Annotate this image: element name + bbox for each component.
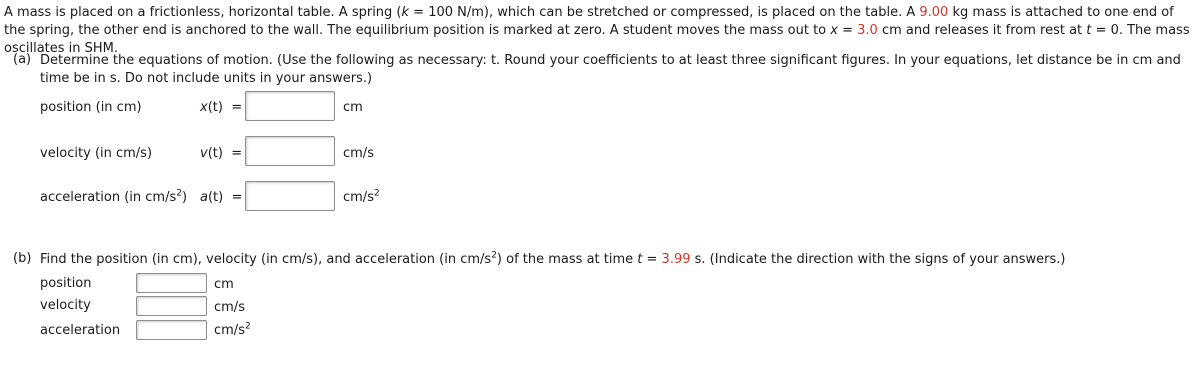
highlighted-value: 9.00 bbox=[919, 5, 949, 20]
position-unit: cm bbox=[343, 100, 363, 115]
acceleration-function-label: a(t) = bbox=[200, 190, 243, 205]
variable-symbol: t bbox=[1086, 23, 1092, 38]
position-function-label: x(t) = bbox=[200, 100, 243, 115]
velocity-equation-input[interactable] bbox=[245, 136, 335, 166]
problem-statement bbox=[4, 4, 1194, 58]
intro-text: = bbox=[837, 23, 858, 38]
intro-text: = 0. The mass oscillates in SHM. bbox=[4, 23, 1190, 56]
highlighted-value: 3.0 bbox=[857, 23, 878, 38]
intro-text: cm and releases it from rest at bbox=[877, 23, 1087, 38]
variable-symbol: k bbox=[401, 5, 410, 20]
b-position-unit: cm bbox=[214, 277, 234, 292]
position-label: position (in cm) bbox=[40, 100, 142, 115]
velocity-function-label: v(t) = bbox=[200, 146, 243, 161]
intro-text: kg mass is attached to one end of the spring, the other end is anchored to the wall. The equilibrium position is marked at zero. A student moves the mass out to bbox=[4, 5, 1174, 38]
position-equation-input[interactable] bbox=[245, 91, 335, 121]
b-acceleration-unit: $cm/s^2$ bbox=[214, 321, 251, 338]
intro-text: = 100 N/m), which can be stretched or compressed, is placed on the table. A bbox=[409, 5, 920, 20]
b-acceleration-label: acceleration bbox=[40, 323, 121, 338]
b-velocity-label: velocity bbox=[40, 298, 91, 313]
part-a-letter: (a) bbox=[13, 52, 32, 67]
b-position-label: position bbox=[40, 276, 92, 291]
b-velocity-unit: cm/s bbox=[214, 300, 245, 315]
intro-text: A mass is placed on a frictionless, horizontal table. A spring ( bbox=[4, 5, 402, 20]
variable-symbol: x bbox=[830, 23, 838, 38]
acceleration-label: acceleration (in $cm/s^2$) bbox=[40, 188, 188, 205]
time-value: 3.99 bbox=[661, 252, 691, 267]
velocity-unit: cm/s bbox=[343, 146, 374, 161]
acceleration-equation-input[interactable] bbox=[245, 181, 335, 211]
part-b-instructions: Find the position (in cm), velocity (in cm/s), and acceleration (in $cm/s^2$) of the mass at time t = 3.99 s. (Indicate the direction with the signs of your answers.) bbox=[40, 250, 1066, 267]
acceleration-unit: $cm/s^2$ bbox=[343, 188, 380, 205]
b-acceleration-input[interactable] bbox=[136, 320, 207, 340]
part-b-letter: (b) bbox=[13, 251, 32, 266]
velocity-label: velocity (in cm/s) bbox=[40, 146, 153, 161]
b-position-input[interactable] bbox=[136, 273, 207, 293]
b-velocity-input[interactable] bbox=[136, 296, 207, 316]
part-a-instructions: Determine the equations of motion. (Use the following as necessary: t. Round your coefficients to at least three significant figures. In your equations, let distance be in cm and time be in s. Do not include units in your answers.) bbox=[40, 53, 1181, 86]
